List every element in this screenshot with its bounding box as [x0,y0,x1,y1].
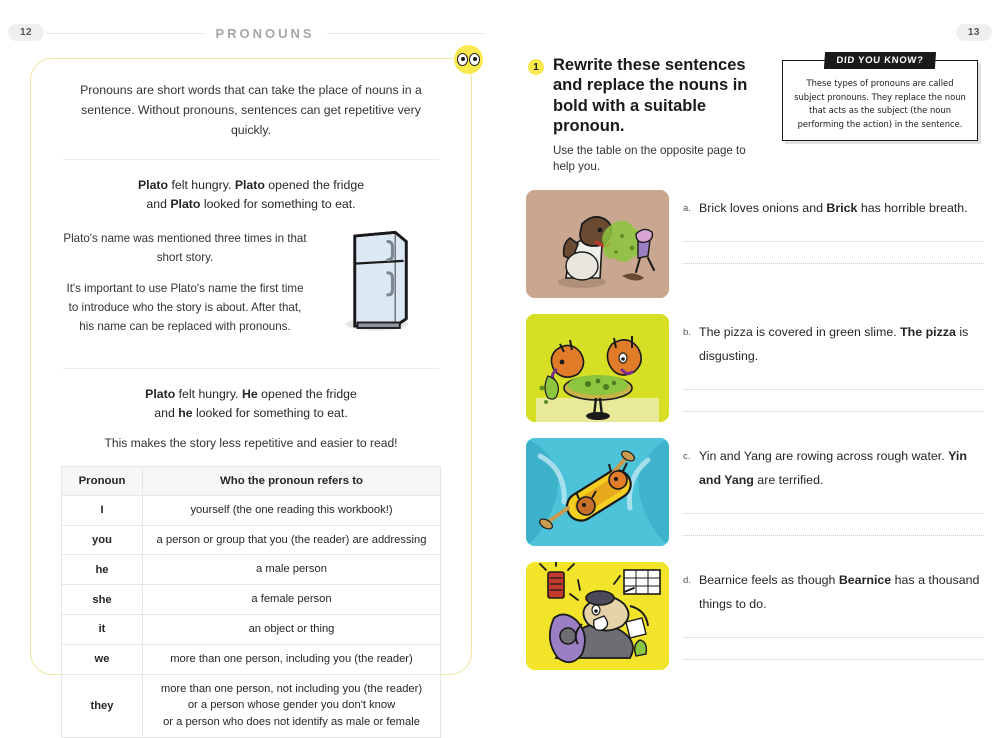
before-name-1: Plato [137,177,169,192]
rule-left [46,33,203,34]
table-row [62,615,441,645]
pronoun-cell: they [62,674,143,737]
before-text-1: felt hungry. [168,177,235,192]
before-name-2: Plato [234,177,265,192]
column-header-pronoun: Pronoun [62,466,143,495]
answer-line[interactable] [683,637,984,638]
pronoun-table [61,466,441,738]
item-letter: a. [683,203,691,214]
table-row [62,525,441,555]
table-row [62,585,441,615]
item-sentence: Brick loves onions and Brick has horrible breath. [699,201,968,215]
answer-line[interactable] [683,389,984,390]
after-pronoun-1: He [241,386,258,401]
pronoun-cell: you [62,525,143,555]
answer-line[interactable] [683,263,984,264]
refers-to-cell: more than one person, including you (the reader) [143,644,441,674]
cats-green-slime-pizza-illustration [526,314,669,422]
divider-2 [63,368,439,369]
explanation-paragraph-1: Plato's name was mentioned three times in that short story. [63,231,307,264]
table-header-row [62,466,441,495]
lesson-intro-text: Pronouns are short words that can take the place of nouns in a sentence. Without pronouns, sentences can get repetitive very quickly. [80,83,422,137]
running-head-title: PRONOUNS [215,26,315,41]
item-letter: c. [683,451,691,462]
item-sentence: The pizza is covered in green slime. The pizza is disgusting. [699,325,969,364]
pronoun-cell: it [62,615,143,645]
exercise-text [683,444,984,492]
explanation-paragraph-2: It's important to use Plato's name the first time to introduce who the story is about. After that, his name can be replaced with pronouns. [66,282,304,333]
answer-line[interactable] [683,659,984,660]
left-page [0,0,500,729]
exercise-item [526,314,984,422]
item-sentence: Yin and Yang are rowing across rough water. Yin and Yang are terrified. [699,449,967,488]
exercise-body [683,314,984,422]
eye-left-icon [457,53,468,66]
exercise-illustration [526,562,669,670]
exercise-text [683,568,984,616]
cartoon-eyes-icon [454,45,483,74]
item-letter: d. [683,575,691,586]
exercise-item [526,562,984,670]
exercise-body [683,438,984,546]
fridge-art-column [309,228,441,334]
question-number-badge: 1 [528,59,544,75]
exercise-illustration [526,314,669,422]
table-row [62,495,441,525]
refers-to-cell: a female person [143,585,441,615]
lesson-box [30,58,472,729]
item-sentence: Bearnice feels as though Bearnice has a thousand things to do. [699,573,980,612]
question-title: Rewrite these sentences and replace the nouns in bold with a suitable pronoun. [553,56,748,136]
after-text-2: opened the fridge [257,386,357,401]
after-text-1: felt hungry. [175,386,242,401]
answer-line[interactable] [683,241,984,242]
explanation-text-column [61,228,309,350]
rule-right [327,33,484,34]
pronoun-cell: I [62,495,143,525]
running-head [46,26,484,41]
page-number-left: 12 [8,24,44,41]
answer-line[interactable] [683,513,984,514]
after-pronoun-2: he [178,405,193,420]
question-subtitle: Use the table on the opposite page to help you. [553,143,746,174]
refers-to-cell: a male person [143,555,441,585]
exercise-text [683,196,984,220]
pronoun-cell: he [62,555,143,585]
busy-stressed-character-illustration [526,562,669,670]
before-text-3: and [146,196,171,211]
refers-to-cell: yourself (the one reading this workbook!) [143,495,441,525]
pronoun-cell: we [62,644,143,674]
eye-right-icon [469,53,480,66]
exercise-items-list [526,190,984,686]
characters-rowing-rough-water-illustration [526,438,669,546]
question-header [528,55,768,176]
did-you-know-box [782,55,978,141]
did-you-know-body: These types of pronouns are called subject pronouns. They replace the noun that acts as the subject (the noun performing the action) in the sentence. [794,78,966,129]
page-number-right: 13 [956,24,992,41]
refers-to-cell: an object or thing [143,615,441,645]
after-text-4: looked for something to eat. [192,405,348,420]
exercise-body [683,190,984,298]
before-text-2: opened the fridge [264,177,365,192]
item-letter: b. [683,327,691,338]
answer-line[interactable] [683,535,984,536]
divider-1 [63,159,439,160]
answer-line[interactable] [683,411,984,412]
exercise-item [526,438,984,546]
example-before-pronouns [61,176,441,214]
pronoun-cell: she [62,585,143,615]
did-you-know-heading: DID YOU KNOW? [824,52,936,69]
refers-to-cell: more than one person, not including you (the reader) or a person whose gender you don't know or a person who does not identify as male or female [143,674,441,737]
exercise-text [683,320,984,368]
before-text-4: looked for something to eat. [200,196,356,211]
ogre-eating-onions-illustration [526,190,669,298]
right-page [500,0,1000,707]
table-row [62,555,441,585]
after-name-1: Plato [145,386,176,401]
exercise-item [526,190,984,298]
before-name-3: Plato [170,196,201,211]
after-text-3: and [154,405,179,420]
exercise-illustration [526,190,669,298]
column-header-refers-to: Who the pronoun refers to [143,466,441,495]
explanation-row [61,228,441,350]
closing-text: This makes the story less repetitive and easier to read! [104,435,398,450]
table-row [62,644,441,674]
exercise-body [683,562,984,670]
table-row [62,674,441,737]
exercise-illustration [526,438,669,546]
fridge-illustration [329,230,421,334]
example-after-pronouns [61,385,441,423]
refers-to-cell: a person or group that you (the reader) are addressing [143,525,441,555]
